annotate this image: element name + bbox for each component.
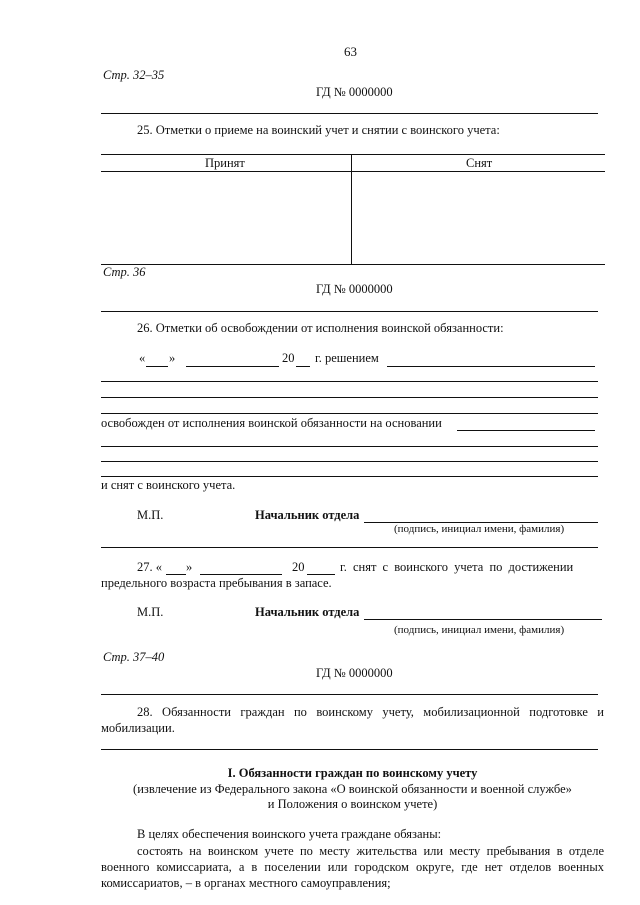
divider [101,113,598,114]
paragraph: В целях обеспечения воинского учета граждане обязаны: [137,827,442,841]
column-header-removed: Снят [466,156,493,170]
section-subtitle: и Положения о воинском учете) [267,797,438,811]
day-blank [166,574,186,575]
item-25-title: 25. Отметки о приеме на воинский учет и снятии с воинского учета: [137,123,500,137]
divider [101,547,598,548]
blank-line [101,476,598,477]
document-number: ГД № 0000000 [316,666,393,680]
blank-line [101,381,598,382]
blank-line [101,397,598,398]
blank-line [101,413,598,414]
page-number: 63 [344,44,357,59]
year-prefix: 20 [292,560,305,574]
document-number: ГД № 0000000 [316,85,393,99]
decision-label: г. решением [315,351,379,365]
year-blank [307,574,335,575]
document-number: ГД № 0000000 [316,282,393,296]
item-27-quote-open: 27. « [137,560,162,574]
column-header-accepted: Принят [205,156,245,170]
signature-blank [364,619,602,620]
year-blank [296,366,310,367]
blank-line [101,446,598,447]
released-label: освобожден от исполнения воинской обязанности на основании [101,416,442,430]
item-27-text: г. снят с воинского учета по достижении [340,560,574,574]
stamp-label: М.П. [137,605,164,619]
divider [101,311,598,312]
divider [101,694,598,695]
removed-label: и снят с воинского учета. [101,478,236,492]
blank-line [101,461,598,462]
item-26-title: 26. Отметки об освобождении от исполнения воинской обязанности: [137,321,504,335]
table-top-border [101,154,605,155]
decision-blank [387,366,595,367]
basis-blank [457,430,595,431]
month-blank [186,366,279,367]
month-blank [200,574,282,575]
date-quote-open: « [139,351,146,365]
date-quote-close: » [169,351,176,365]
section-subtitle: (извлечение из Федерального закона «О воинской обязанности и военной службе» [133,782,572,796]
item-27-text-continued: предельного возраста пребывания в запасе. [101,576,332,590]
paragraph: состоять на воинском учете по месту жительства или месту пребывания в отделе военного комиссариата, а в поселении или городском округе, где нет отделов военных комиссариатов, – в органах местного самоуправления; [101,844,604,890]
chief-label: Начальник отдела [255,508,360,522]
year-prefix: 20 [282,351,295,365]
item-27-quote-close: » [186,560,193,574]
signature-hint: (подпись, инициал имени, фамилия) [394,523,565,535]
stamp-label: М.П. [137,508,164,522]
divider [101,749,598,750]
page-reference: Стр. 36 [103,265,146,279]
item-28-text: 28. Обязанности граждан по воинскому учету, мобилизационной подготовке и мобилизации. [101,705,604,735]
chief-label: Начальник отдела [255,605,360,619]
page-reference: Стр. 37–40 [103,650,165,664]
page-reference: Стр. 32–35 [103,68,165,82]
day-blank [146,366,168,367]
table-bottom-border [101,264,605,265]
table-column-divider [351,154,352,264]
signature-hint: (подпись, инициал имени, фамилия) [394,624,565,636]
section-heading: I. Обязанности граждан по воинскому учету [227,766,478,780]
table-header-border [101,171,605,172]
